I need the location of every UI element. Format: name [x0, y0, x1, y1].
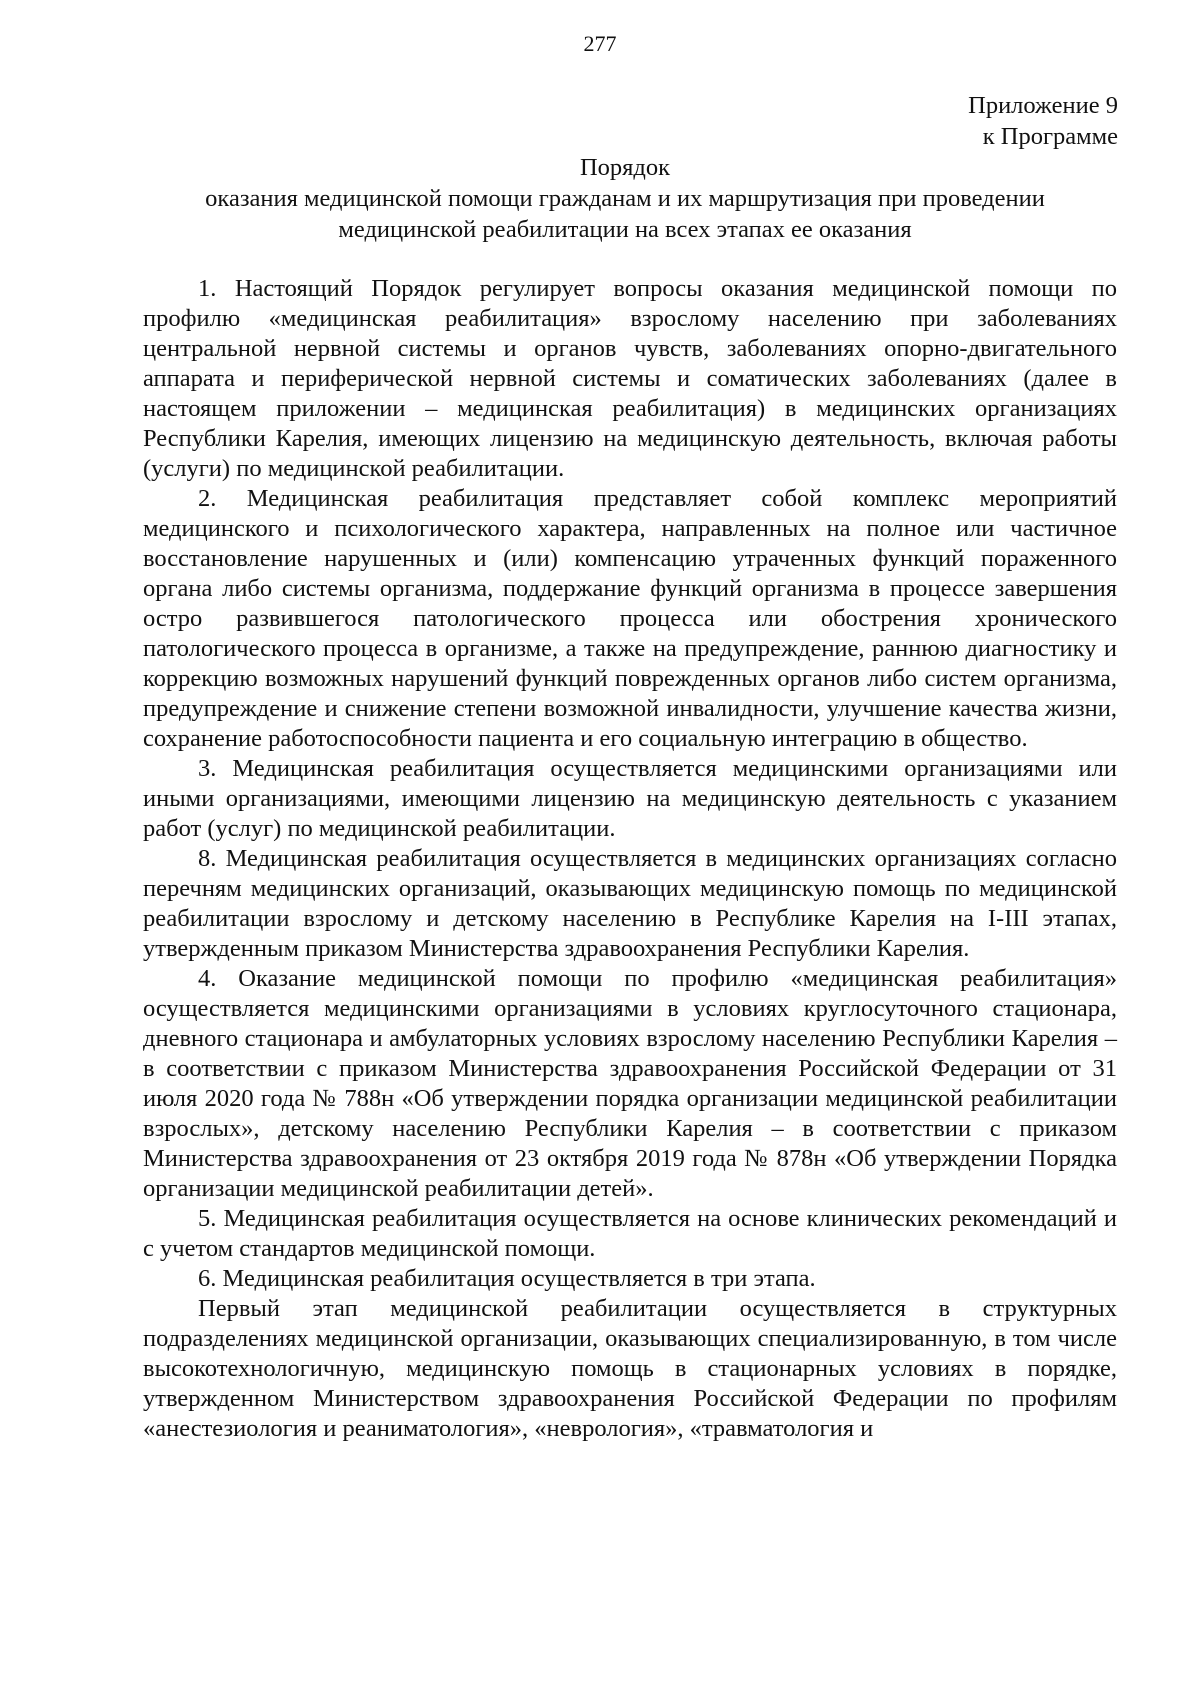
title-line-1: Порядок [579, 154, 671, 181]
paragraph-5: 5. Медицинская реабилитация осуществляется на основе клинических рекомендаций и с учетом стандартов медицинской помощи. [143, 1205, 1117, 1262]
appendix-line-1: Приложение 9 [968, 92, 1118, 119]
document-title [130, 152, 1120, 245]
title-line-3: медицинской реабилитации на всех этапах ее оказания [338, 216, 912, 243]
title-line-2: оказания медицинской помощи гражданам и их маршрутизация при проведении [205, 185, 1045, 212]
appendix-line-2: к Программе [982, 123, 1118, 150]
paragraph-6: 6. Медицинская реабилитация осуществляется в три этапа. [198, 1265, 816, 1292]
appendix-header [968, 90, 1118, 152]
paragraph-first-stage: Первый этап медицинской реабилитации осуществляется в структурных подразделениях медицинской организации, оказывающих специализированную, в том числе высокотехнологичную, медицинскую помощь в стационарных условиях в порядке, утвержденном Министерством здравоохранения Российской Федерации по профилям «анестезиология и реаниматология», «неврология», «травматология и [143, 1295, 1117, 1442]
paragraph-8: 8. Медицинская реабилитация осуществляется в медицинских организациях согласно перечням медицинских организаций, оказывающих медицинскую помощь по медицинской реабилитации взрослому и детскому населению в Республике Карелия на I-III этапах, утвержденным приказом Министерства здравоохранения Республики Карелия. [143, 845, 1117, 962]
paragraph-2: 2. Медицинская реабилитация представляет собой комплекс мероприятий медицинского и психологического характера, направленных на полное или частичное восстановление нарушенных и (или) компенсацию утраченных функций пораженного органа либо системы организма, поддержание функций организма в процессе завершения остро развившегося патологического процесса или обострения хронического патологического процесса в организме, а также на предупреждение, раннюю диагностику и коррекцию возможных нарушений функций поврежденных органов либо систем организма, предупреждение и снижение степени возможной инвалидности, улучшение качества жизни, сохранение работоспособности пациента и его социальную интеграцию в общество. [143, 485, 1117, 752]
paragraph-3: 3. Медицинская реабилитация осуществляется медицинскими организациями или иными организациями, имеющими лицензию на медицинскую деятельность с указанием работ (услуг) по медицинской реабилитации. [143, 755, 1117, 842]
paragraph-1: 1. Настоящий Порядок регулирует вопросы оказания медицинской помощи по профилю «медицинская реабилитация» взрослому населению при заболеваниях центральной нервной системы и органов чувств, заболеваниях опорно-двигательного аппарата и периферической нервной системы и соматических заболеваниях (далее в настоящем приложении – медицинская реабилитация) в медицинских организациях Республики Карелия, имеющих лицензию на медицинскую деятельность, включая работы (услуги) по медицинской реабилитации. [143, 275, 1117, 482]
paragraph-4: 4. Оказание медицинской помощи по профилю «медицинская реабилитация» осуществляется медицинскими организациями в условиях круглосуточного стационара, дневного стационара и амбулаторных условиях взрослому населению Республики Карелия – в соответствии с приказом Министерства здравоохранения Российской Федерации от 31 июля 2020 года № 788н «Об утверждении порядка организации медицинской реабилитации взрослых», детскому населению Республики Карелия – в соответствии с приказом Министерства здравоохранения от 23 октября 2019 года № 878н «Об утверждении Порядка организации медицинской реабилитации детей». [143, 965, 1117, 1202]
page-number: 277 [583, 31, 617, 56]
document-body [143, 274, 1117, 1444]
